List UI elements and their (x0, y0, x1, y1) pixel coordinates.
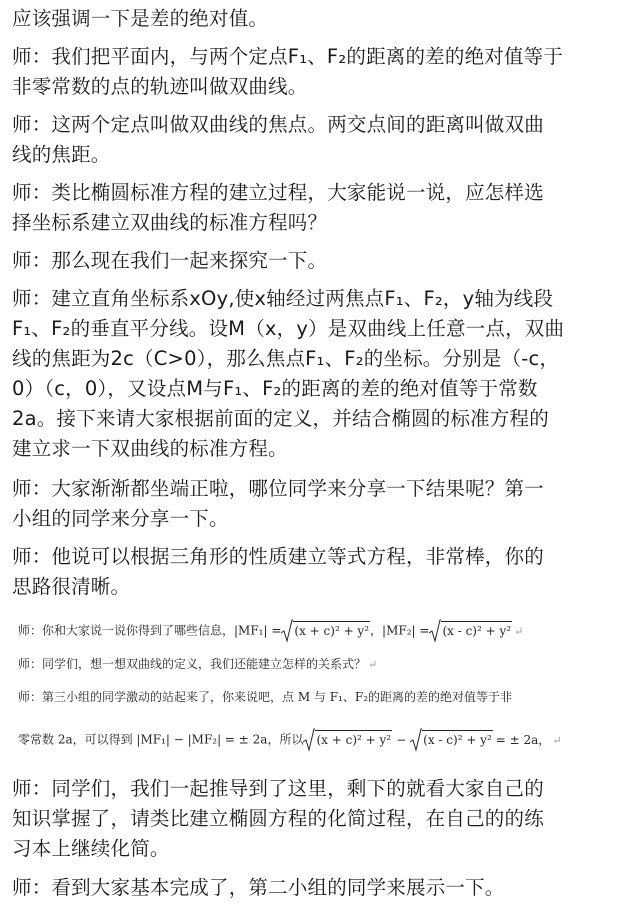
text-line: 师：这两个定点叫做双曲线的焦点。两交点间的距离叫做双曲 (12, 113, 544, 136)
formula-line-3 (18, 689, 614, 705)
text-line: 非零常数的点的轨迹叫做双曲线。 (12, 75, 308, 98)
minus-sign: − (396, 732, 407, 747)
formula-line-2 (18, 656, 614, 673)
return-mark: ↵ (514, 624, 524, 638)
text-line: 择坐标系建立双曲线的标准方程吗？ (12, 211, 328, 234)
paragraph-6 (12, 284, 612, 464)
formula-line-1 (18, 619, 614, 643)
formula-line-1-text: 师：你和大家说一说你得到了哪些信息， (18, 623, 235, 638)
text-line: 习本上继续化简。 (12, 837, 170, 860)
text-line: 师：他说可以根据三角形的性质建立等式方程，非常棒，你的 (12, 545, 544, 568)
formula-line-2-text: 师：同学们，想一想双曲线的定义，我们还能建立怎样的关系式？ (18, 657, 367, 671)
text-line: 线的焦距为2c（C>0），那么焦点F₁、F₂的坐标。分别是（-c， (12, 347, 560, 370)
formula-line-4-text: 零常数 2a，可以得到 |MF₁| − |MF₂| = ± 2a，所以 (18, 732, 304, 747)
return-mark: ↵ (368, 658, 378, 671)
text-line: 师：大家渐渐都坐端正啦，哪位同学来分享一下结果呢？第一 (12, 477, 544, 500)
formula-line-3-text: 师：第三小组的同学激动的站起来了，你来说吧，点 M 与 F₁、F₂的距离的差的绝对值等于非 (18, 690, 513, 704)
paragraph-4 (12, 178, 612, 238)
text-line: 0）（c，0），又设点M与F₁、F₂的距离的差的绝对值等于常数 (12, 377, 538, 400)
paragraph-2 (12, 42, 612, 102)
text-line: 2a。接下来请大家根据前面的定义，并结合椭圆的标准方程的 (12, 407, 549, 430)
text-line: 师：看到大家基本完成了，第二小组的同学来展示一下。 (12, 876, 505, 899)
paragraph-7 (12, 474, 612, 534)
mf2-label: |MF₂| = (382, 623, 430, 638)
radical-sign-icon (303, 728, 315, 752)
text-line: 小组的同学来分享一下。 (12, 507, 229, 530)
text-line: 师：那么现在我们一起来探究一下。 (12, 249, 328, 272)
paragraph-3 (12, 110, 612, 170)
text-line: 建立求一下双曲线的标准方程。 (12, 437, 288, 460)
text-line: 师：同学们，我们一起推导到了这里，剩下的就看大家自己的 (12, 777, 544, 800)
radicand-2: (x - c)² + y² (441, 621, 512, 638)
text-line: 应该强调一下是差的绝对值。 (12, 7, 269, 30)
mf1-label: |MF₁| = (234, 623, 282, 638)
paragraph-8 (12, 542, 612, 602)
text-line: 师：类比椭圆标准方程的建立过程，大家能说一说，应怎样选 (12, 181, 544, 204)
text-line: 师：我们把平面内，与两个定点F₁、F₂的距离的差的绝对值等于 (12, 45, 564, 68)
radicand-1: (x + c)² + y² (293, 621, 370, 638)
formula-line-4-tail: = ± 2a， (495, 732, 551, 747)
radical-sign-icon (281, 619, 293, 643)
radicand-4: (x - c)² + y² (422, 730, 493, 747)
radicand-3: (x + c)² + y² (315, 730, 392, 747)
paragraph-1 (12, 4, 612, 34)
paragraph-5 (12, 246, 612, 276)
text-line: 线的焦距。 (12, 143, 111, 166)
radical-sign-icon (429, 619, 441, 643)
text-line: F₁、F₂的垂直平分线。设M（x，y）是双曲线上任意一点，双曲 (12, 317, 565, 340)
text-line: 思路很清晰。 (12, 575, 131, 598)
paragraph-9 (12, 774, 612, 864)
formula-line-4 (18, 728, 614, 752)
separator: ， (370, 623, 383, 638)
text-line: 知识掌握了，请类比建立椭圆方程的化简过程，在自己的的练 (12, 807, 544, 830)
radical-sign-icon (410, 728, 422, 752)
paragraph-10 (12, 873, 612, 903)
text-line: 师：建立直角坐标系xOy,使x轴经过两焦点F₁、F₂，y轴为线段 (12, 287, 554, 310)
return-mark: ↵ (552, 733, 562, 747)
